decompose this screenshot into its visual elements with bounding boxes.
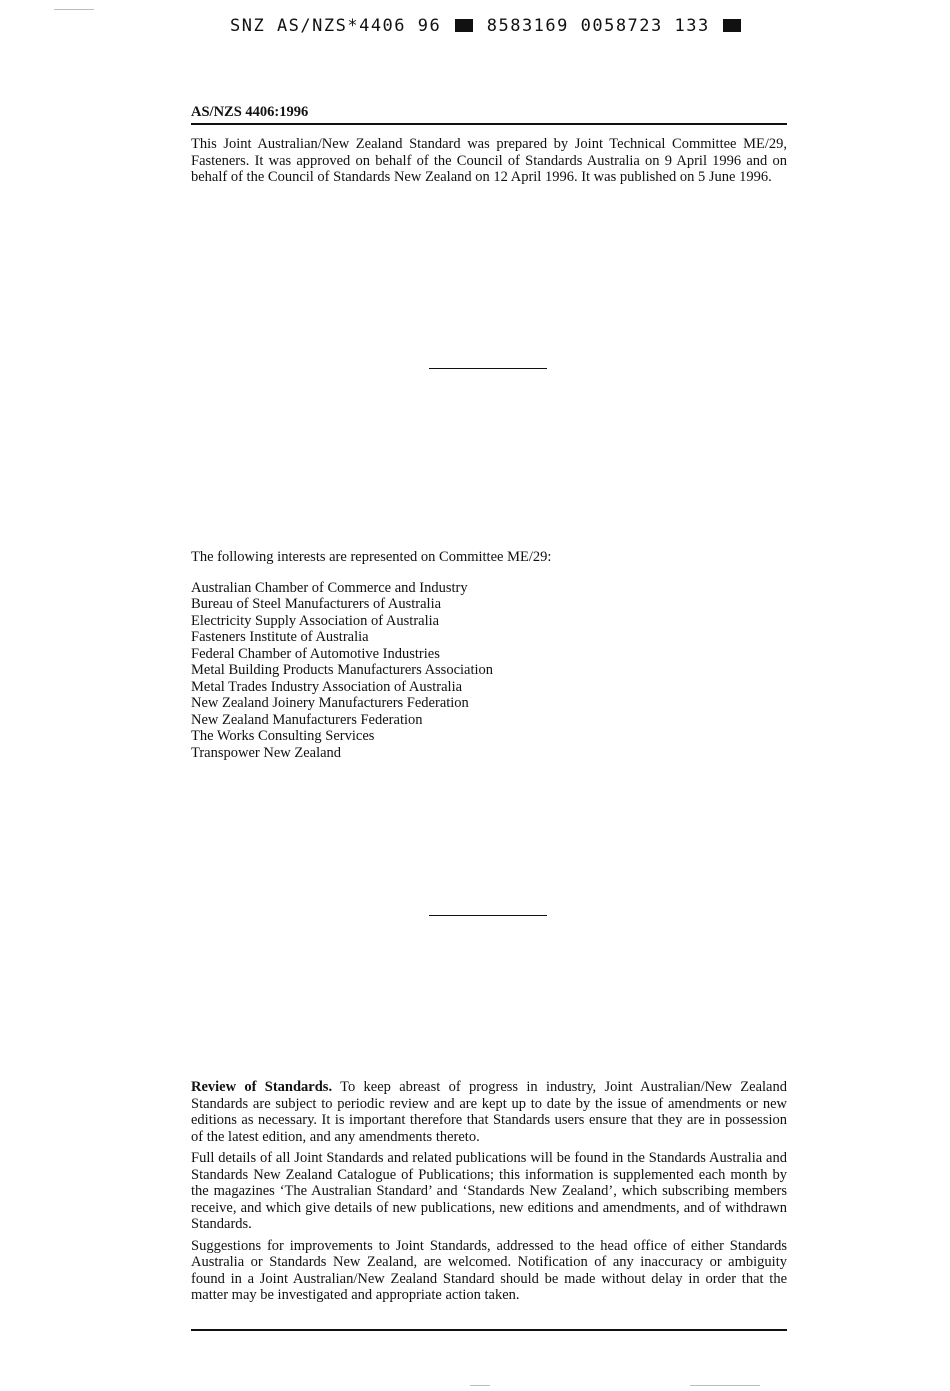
list-item: New Zealand Manufacturers Federation (191, 711, 423, 728)
header-tracking-code (230, 16, 750, 36)
scan-artifact (470, 1385, 490, 1386)
list-item: Fasteners Institute of Australia (191, 629, 369, 645)
review-paragraph-1: Review of Standards. To keep abreast of progress in industry, Joint Australian/New Zealand Standards are subject to periodic review and are kept up to date by the issue of amendments or new editions as necessary. It is important therefore that Standards users ensure that they are in possession of the latest edition, and any amendments thereto. (191, 1079, 787, 1145)
list-item: Electricity Supply Association of Australia (191, 612, 440, 629)
review-paragraph-3: Suggestions for improvements to Joint Standards, addressed to the head office of either Standards Australia or Standards New Zealand, are welcomed. Notification of any inaccuracy or ambiguity found in a Joint Australian/New Zealand Standard should be made without delay in order that the matter may be investigated and appropriate action taken. (191, 1237, 787, 1303)
list-item: Metal Building Products Manufacturers Association (191, 662, 494, 678)
tracking-code-part2: 8583169 0058723 133 (486, 16, 710, 36)
document-id: AS/NZS 4406:1996 (191, 104, 787, 125)
review-paragraph-2: Full details of all Joint Standards and related publications will be found in the Standards Australia and Standards New Zealand Catalogue of Publications; this information is supplemented each month by the magazines ‘The Australian Standard’ and ‘Standards New Zealand’, which subscribing members receive, and which give details of new publications, new editions and amendments, and of withdrawn Standards. (191, 1150, 787, 1232)
divider-rule (429, 368, 547, 369)
block-mark-icon (723, 19, 741, 32)
bottom-rule (191, 1329, 787, 1331)
scan-artifact (690, 1385, 760, 1386)
review-section (191, 1079, 787, 1304)
list-item: Transpower New Zealand (191, 744, 342, 761)
list-item: Australian Chamber of Commerce and Industry (191, 579, 468, 596)
divider-rule (429, 915, 547, 916)
intro-paragraph: This Joint Australian/New Zealand Standard was prepared by Joint Technical Committee ME/29, Fasteners. It was approved on behalf of the Council of Standards Australia on 9 April 1996 and on behalf of the Council of Standards New Zealand on 12 April 1996. It was published on 5 June 1996. (191, 136, 787, 185)
list-item: Bureau of Steel Manufacturers of Australia (191, 596, 442, 612)
block-mark-icon (455, 19, 473, 32)
list-item: Metal Trades Industry Association of Australia (191, 678, 463, 695)
list-item: Federal Chamber of Automotive Industries (191, 645, 440, 662)
list-item: The Works Consulting Services (191, 728, 375, 744)
committee-member-list (191, 580, 787, 762)
list-item: New Zealand Joinery Manufacturers Federation (191, 695, 469, 711)
committee-section (191, 549, 787, 761)
tracking-code-part1: SNZ AS/NZS*4406 96 (230, 16, 442, 36)
intro-section (191, 136, 787, 186)
review-heading: Review of Standards. (191, 1079, 333, 1095)
scan-artifact (54, 9, 94, 10)
committee-lead: The following interests are represented on Committee ME/29: (191, 549, 552, 565)
